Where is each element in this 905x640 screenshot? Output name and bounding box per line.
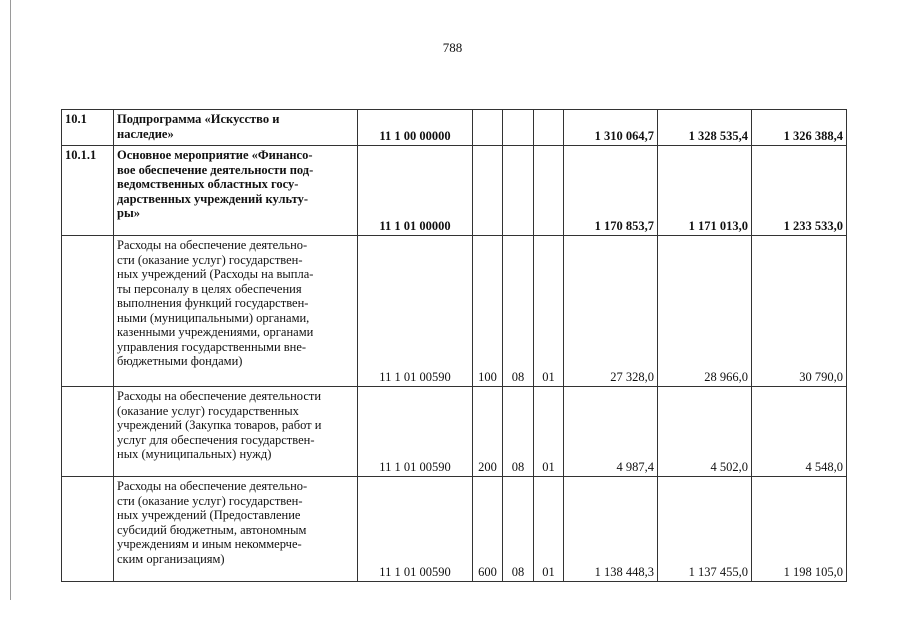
amount-year1-cell: 1 138 448,3 <box>564 477 658 582</box>
amount-year1-cell: 4 987,4 <box>564 387 658 477</box>
amount-year3-cell: 30 790,0 <box>752 236 847 387</box>
amount-year2-cell: 4 502,0 <box>658 387 752 477</box>
row-name-cell: Подпрограмма «Искусство и наследие» <box>114 110 358 146</box>
row-number-cell: 10.1.1 <box>62 146 114 236</box>
section-cell <box>503 110 534 146</box>
section-cell: 08 <box>503 236 534 387</box>
row-number-cell <box>62 236 114 387</box>
subsection-cell: 01 <box>534 387 564 477</box>
table-row <box>62 477 847 582</box>
expense-type-cell <box>473 110 503 146</box>
target-code-cell: 11 1 01 00000 <box>358 146 473 236</box>
amount-year1-cell: 1 170 853,7 <box>564 146 658 236</box>
target-code-cell: 11 1 01 00590 <box>358 236 473 387</box>
section-cell: 08 <box>503 477 534 582</box>
target-code-cell: 11 1 00 00000 <box>358 110 473 146</box>
budget-table <box>61 109 847 582</box>
expense-type-cell: 600 <box>473 477 503 582</box>
subsection-cell: 01 <box>534 236 564 387</box>
amount-year3-cell: 4 548,0 <box>752 387 847 477</box>
row-name-cell: Расходы на обеспечение деятельно- сти (оказание услуг) государствен- ных учреждений (Расходы на выпла- ты персоналу в целях обеспечения выполнения функций государствен- ными (муниципальными) органами, казенными учреждениями, органами управления государственными вне- бюджетными фондами) <box>114 236 358 387</box>
row-number-cell: 10.1 <box>62 110 114 146</box>
page-number: 788 <box>442 40 463 55</box>
subsection-cell <box>534 146 564 236</box>
amount-year3-cell: 1 326 388,4 <box>752 110 847 146</box>
subsection-cell: 01 <box>534 477 564 582</box>
amount-year3-cell: 1 233 533,0 <box>752 146 847 236</box>
row-name-cell: Расходы на обеспечение деятельности (оказание услуг) государственных учреждений (Закупка товаров, работ и услуг для обеспечения государствен- ных (муниципальных) нужд) <box>114 387 358 477</box>
section-cell: 08 <box>503 387 534 477</box>
amount-year1-cell: 1 310 064,7 <box>564 110 658 146</box>
table-row <box>62 110 847 146</box>
expense-type-cell <box>473 146 503 236</box>
target-code-cell: 11 1 01 00590 <box>358 387 473 477</box>
amount-year2-cell: 28 966,0 <box>658 236 752 387</box>
page-edge-line <box>10 0 11 600</box>
section-cell <box>503 146 534 236</box>
amount-year3-cell: 1 198 105,0 <box>752 477 847 582</box>
table-row <box>62 236 847 387</box>
row-name-cell: Основное мероприятие «Финансо- вое обеспечение деятельности под- ведомственных областных госу- дарственных учреждений культу- ры» <box>114 146 358 236</box>
target-code-cell: 11 1 01 00590 <box>358 477 473 582</box>
table-row <box>62 387 847 477</box>
row-number-cell <box>62 477 114 582</box>
expense-type-cell: 100 <box>473 236 503 387</box>
amount-year2-cell: 1 171 013,0 <box>658 146 752 236</box>
subsection-cell <box>534 110 564 146</box>
row-name-cell: Расходы на обеспечение деятельно- сти (оказание услуг) государствен- ных учреждений (Предоставление субсидий бюджетным, автономным учреждениям и иным некоммерче- ским организациям) <box>114 477 358 582</box>
amount-year2-cell: 1 328 535,4 <box>658 110 752 146</box>
amount-year2-cell: 1 137 455,0 <box>658 477 752 582</box>
expense-type-cell: 200 <box>473 387 503 477</box>
table-row <box>62 146 847 236</box>
amount-year1-cell: 27 328,0 <box>564 236 658 387</box>
row-number-cell <box>62 387 114 477</box>
